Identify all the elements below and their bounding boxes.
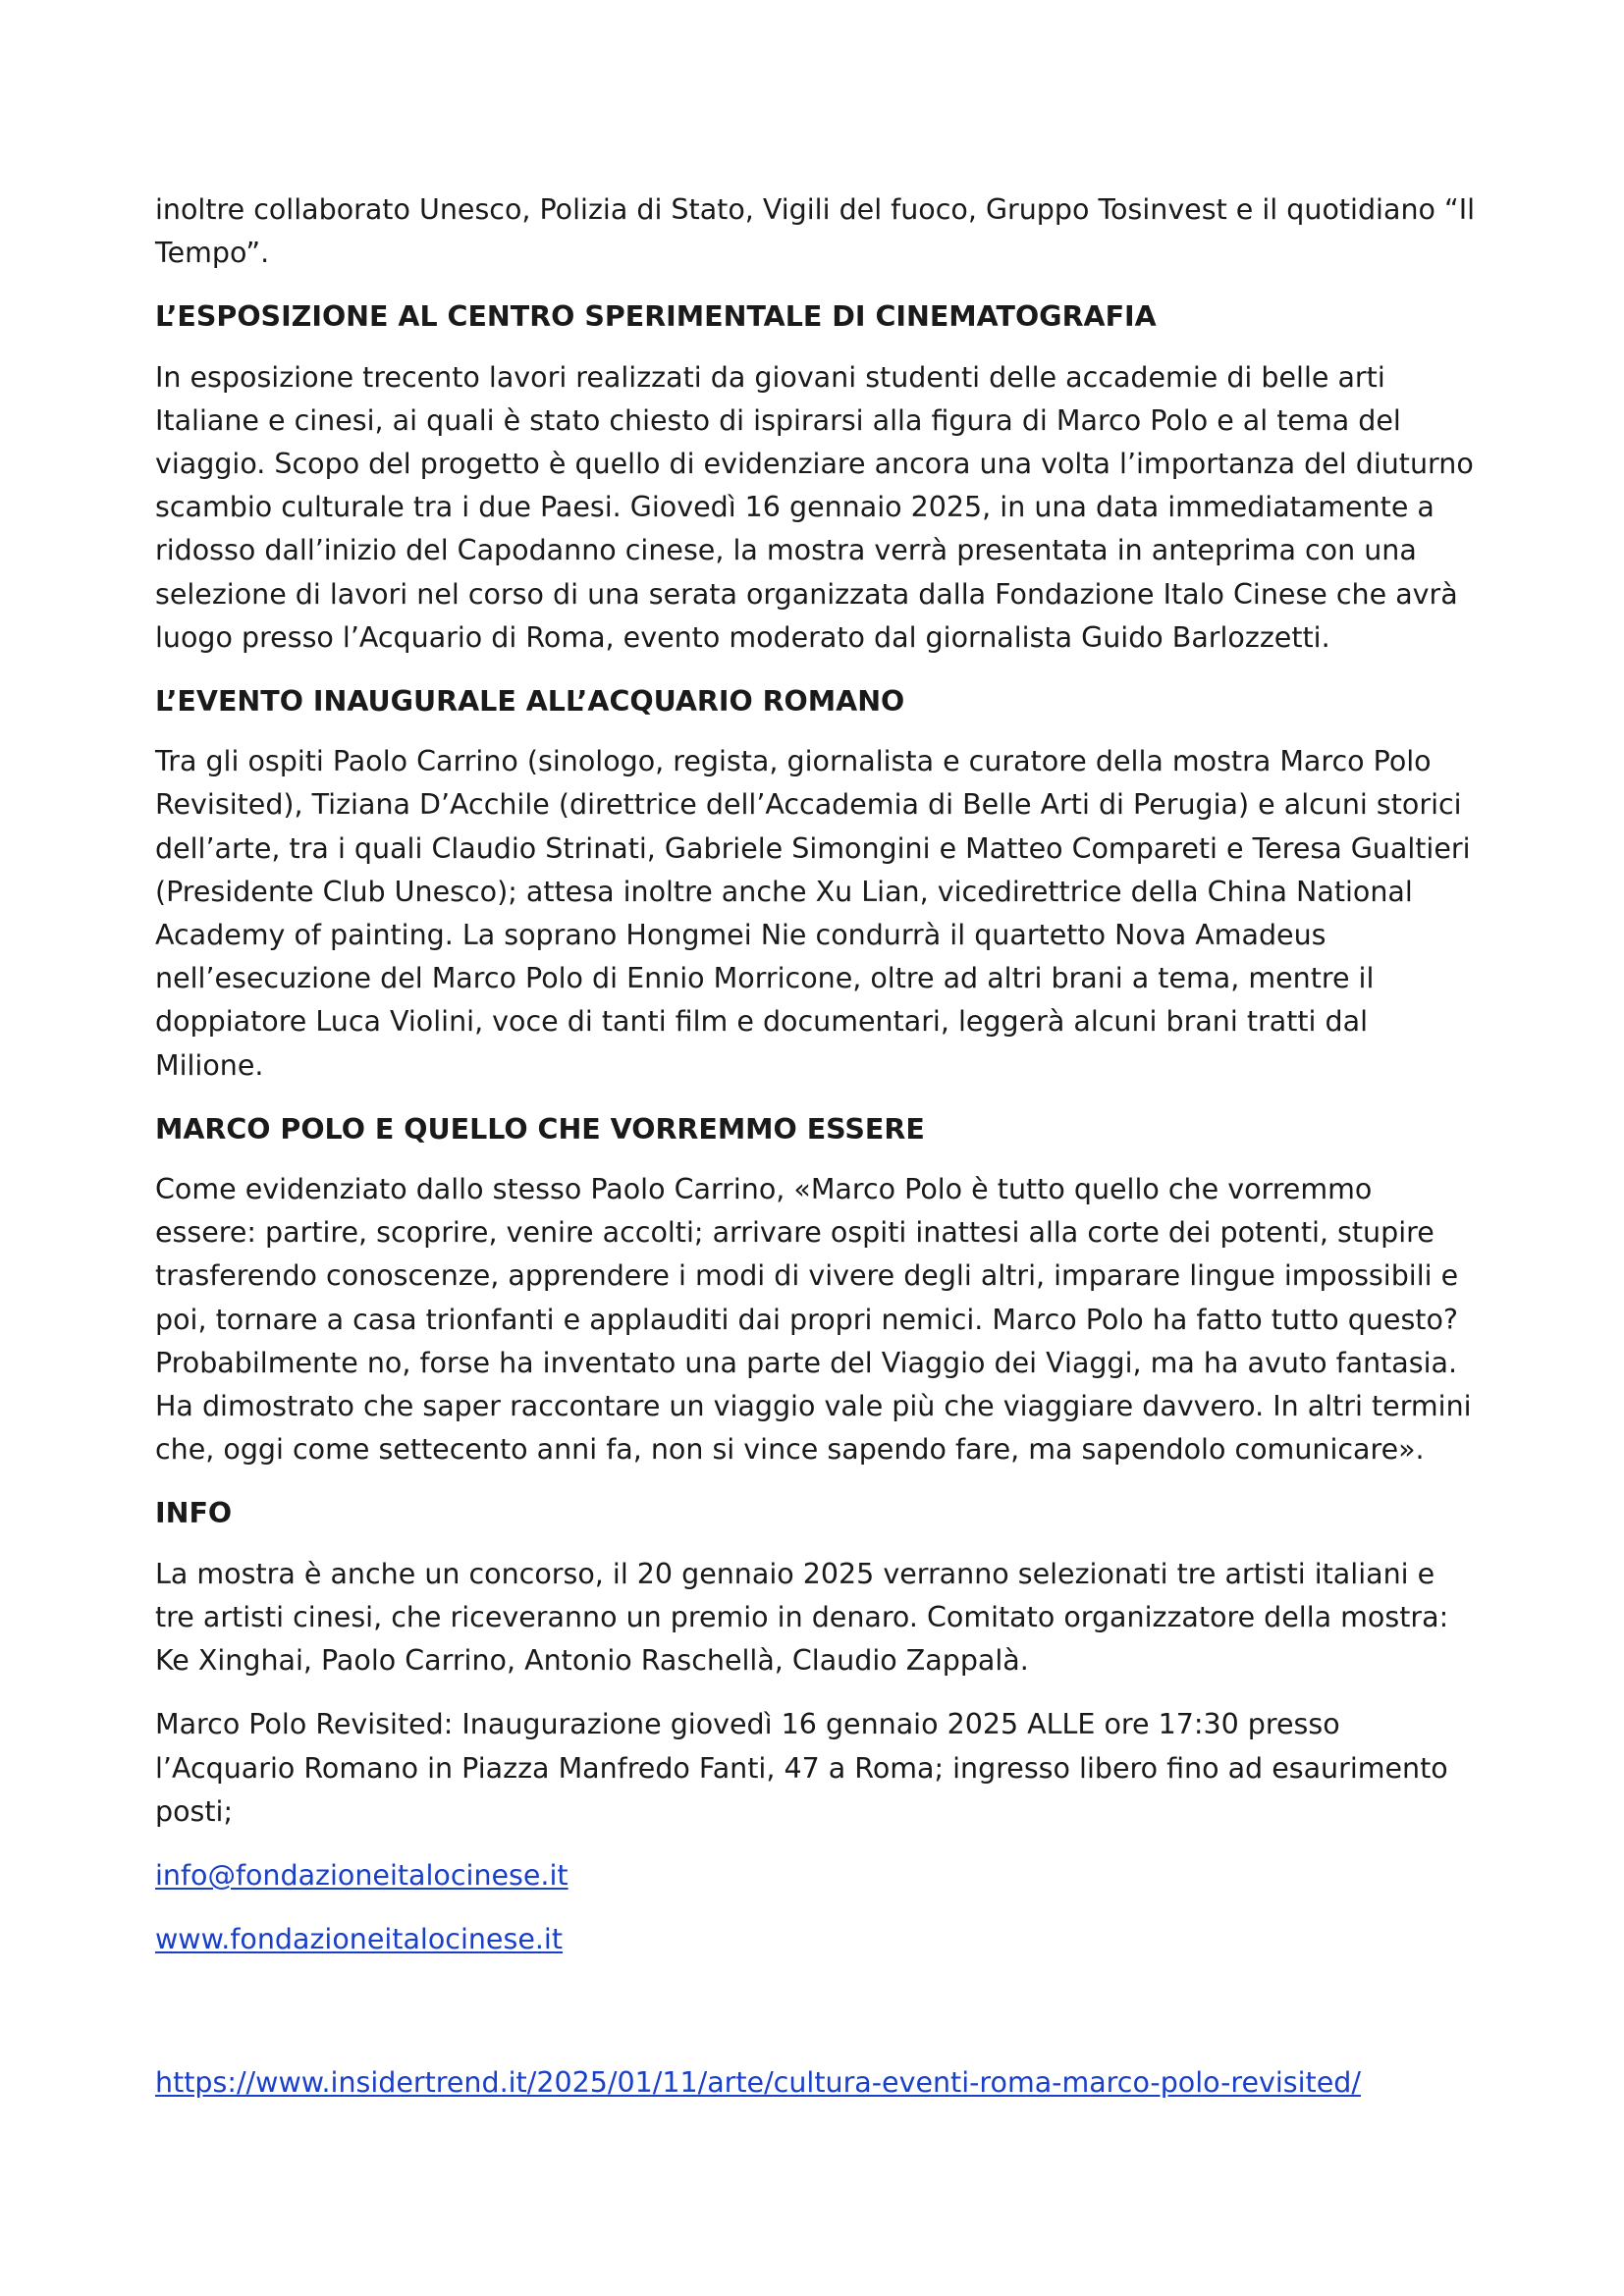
section-body-esposizione: In esposizione trecento lavori realizzati da giovani studenti delle accademie di belle arti Italiane e cinesi, ai quali è stato chiesto di ispirarsi alla figura di Marco Polo e al tema del viaggio. Scopo del progetto è quello di evidenziare ancora una volta l’importanza del diuturno scambio culturale tra i due Paesi. Giovedì 16 gennaio 2025, in una data immediatamente a ridosso dall’inizio del Capodanno cinese, la mostra verrà presentata in anteprima con una selezione di lavori nel corso di una serata organizzata dalla Fondazione Italo Cinese che avrà luogo presso l’Acquario di Roma, evento moderato dal giornalista Guido Barlozzetti. (155, 360, 1474, 654)
website-line (155, 1918, 1476, 1961)
document-body (155, 188, 1476, 1961)
section-heading-marco-polo: MARCO POLO E QUELLO CHE VORREMMO ESSERE (155, 1112, 925, 1146)
section-heading-esposizione: L’ESPOSIZIONE AL CENTRO SPERIMENTALE DI CINEMATOGRAFIA (155, 300, 1157, 334)
intro-paragraph: inoltre collaborato Unesco, Polizia di Stato, Vigili del fuoco, Gruppo Tosinvest e il quotidiano “Il Tempo”. (155, 193, 1476, 270)
email-line (155, 1854, 1476, 1897)
section-body-info: La mostra è anche un concorso, il 20 gennaio 2025 verranno selezionati tre artisti italiani e tre artisti cinesi, che riceveranno un premio in denaro. Comitato organizzatore della mostra: Ke Xinghai, Paolo Carrino, Antonio Raschellà, Claudio Zappalà. (155, 1557, 1449, 1678)
source-link[interactable]: https://www.insidertrend.it/2025/01/11/arte/cultura-eventi-roma-marco-polo-revisited/ (155, 2066, 1361, 2099)
event-info-paragraph: Marco Polo Revisited: Inaugurazione giovedì 16 gennaio 2025 ALLE ore 17:30 presso l’Acquario Romano in Piazza Manfredo Fanti, 47 a Roma; ingresso libero fino ad esaurimento posti; (155, 1708, 1448, 1828)
source-line (155, 2061, 1361, 2105)
section-body-marco-polo: Come evidenziato dallo stesso Paolo Carrino, «Marco Polo è tutto quello che vorremmo essere: partire, scoprire, venire accolti; arrivare ospiti inattesi alla corte dei potenti, stupire trasferendo conoscenze, apprendere i modi di vivere degli altri, imparare lingue impossibili e poi, tornare a casa trionfanti e applauditi dai propri nemici. Marco Polo ha fatto tutto questo? Probabilmente no, forse ha inventato una parte del Viaggio dei Viaggi, ma ha avuto fantasia. Ha dimostrato che saper raccontare un viaggio vale più che viaggiare davvero. In altri termini che, oggi come settecento anni fa, non si vince sapendo fare, ma sapendolo comunicare». (155, 1173, 1472, 1467)
section-body-evento: Tra gli ospiti Paolo Carrino (sinologo, regista, giornalista e curatore della mostra Marco Polo Revisited), Tiziana D’Acchile (direttrice dell’Accademia di Belle Arti di Perugia) e alcuni storici dell’arte, tra i quali Claudio Strinati, Gabriele Simongini e Matteo Compareti e Teresa Gualtieri (Presidente Club Unesco); attesa inoltre anche Xu Lian, vicedirettrice della China National Academy of painting. La soprano Hongmei Nie condurrà il quartetto Nova Amadeus nell’esecuzione del Marco Polo di Ennio Morricone, oltre ad altri brani a tema, mentre il doppiatore Luca Violini, voce di tanti film e documentari, leggerà alcuni brani tratti dal Milione. (155, 745, 1471, 1082)
section-heading-info: INFO (155, 1497, 233, 1530)
email-link[interactable]: info@fondazioneitalocinese.it (155, 1858, 568, 1892)
website-link[interactable]: www.fondazioneitalocinese.it (155, 1923, 564, 1956)
section-heading-evento: L’EVENTO INAUGURALE ALL’ACQUARIO ROMANO (155, 685, 905, 719)
